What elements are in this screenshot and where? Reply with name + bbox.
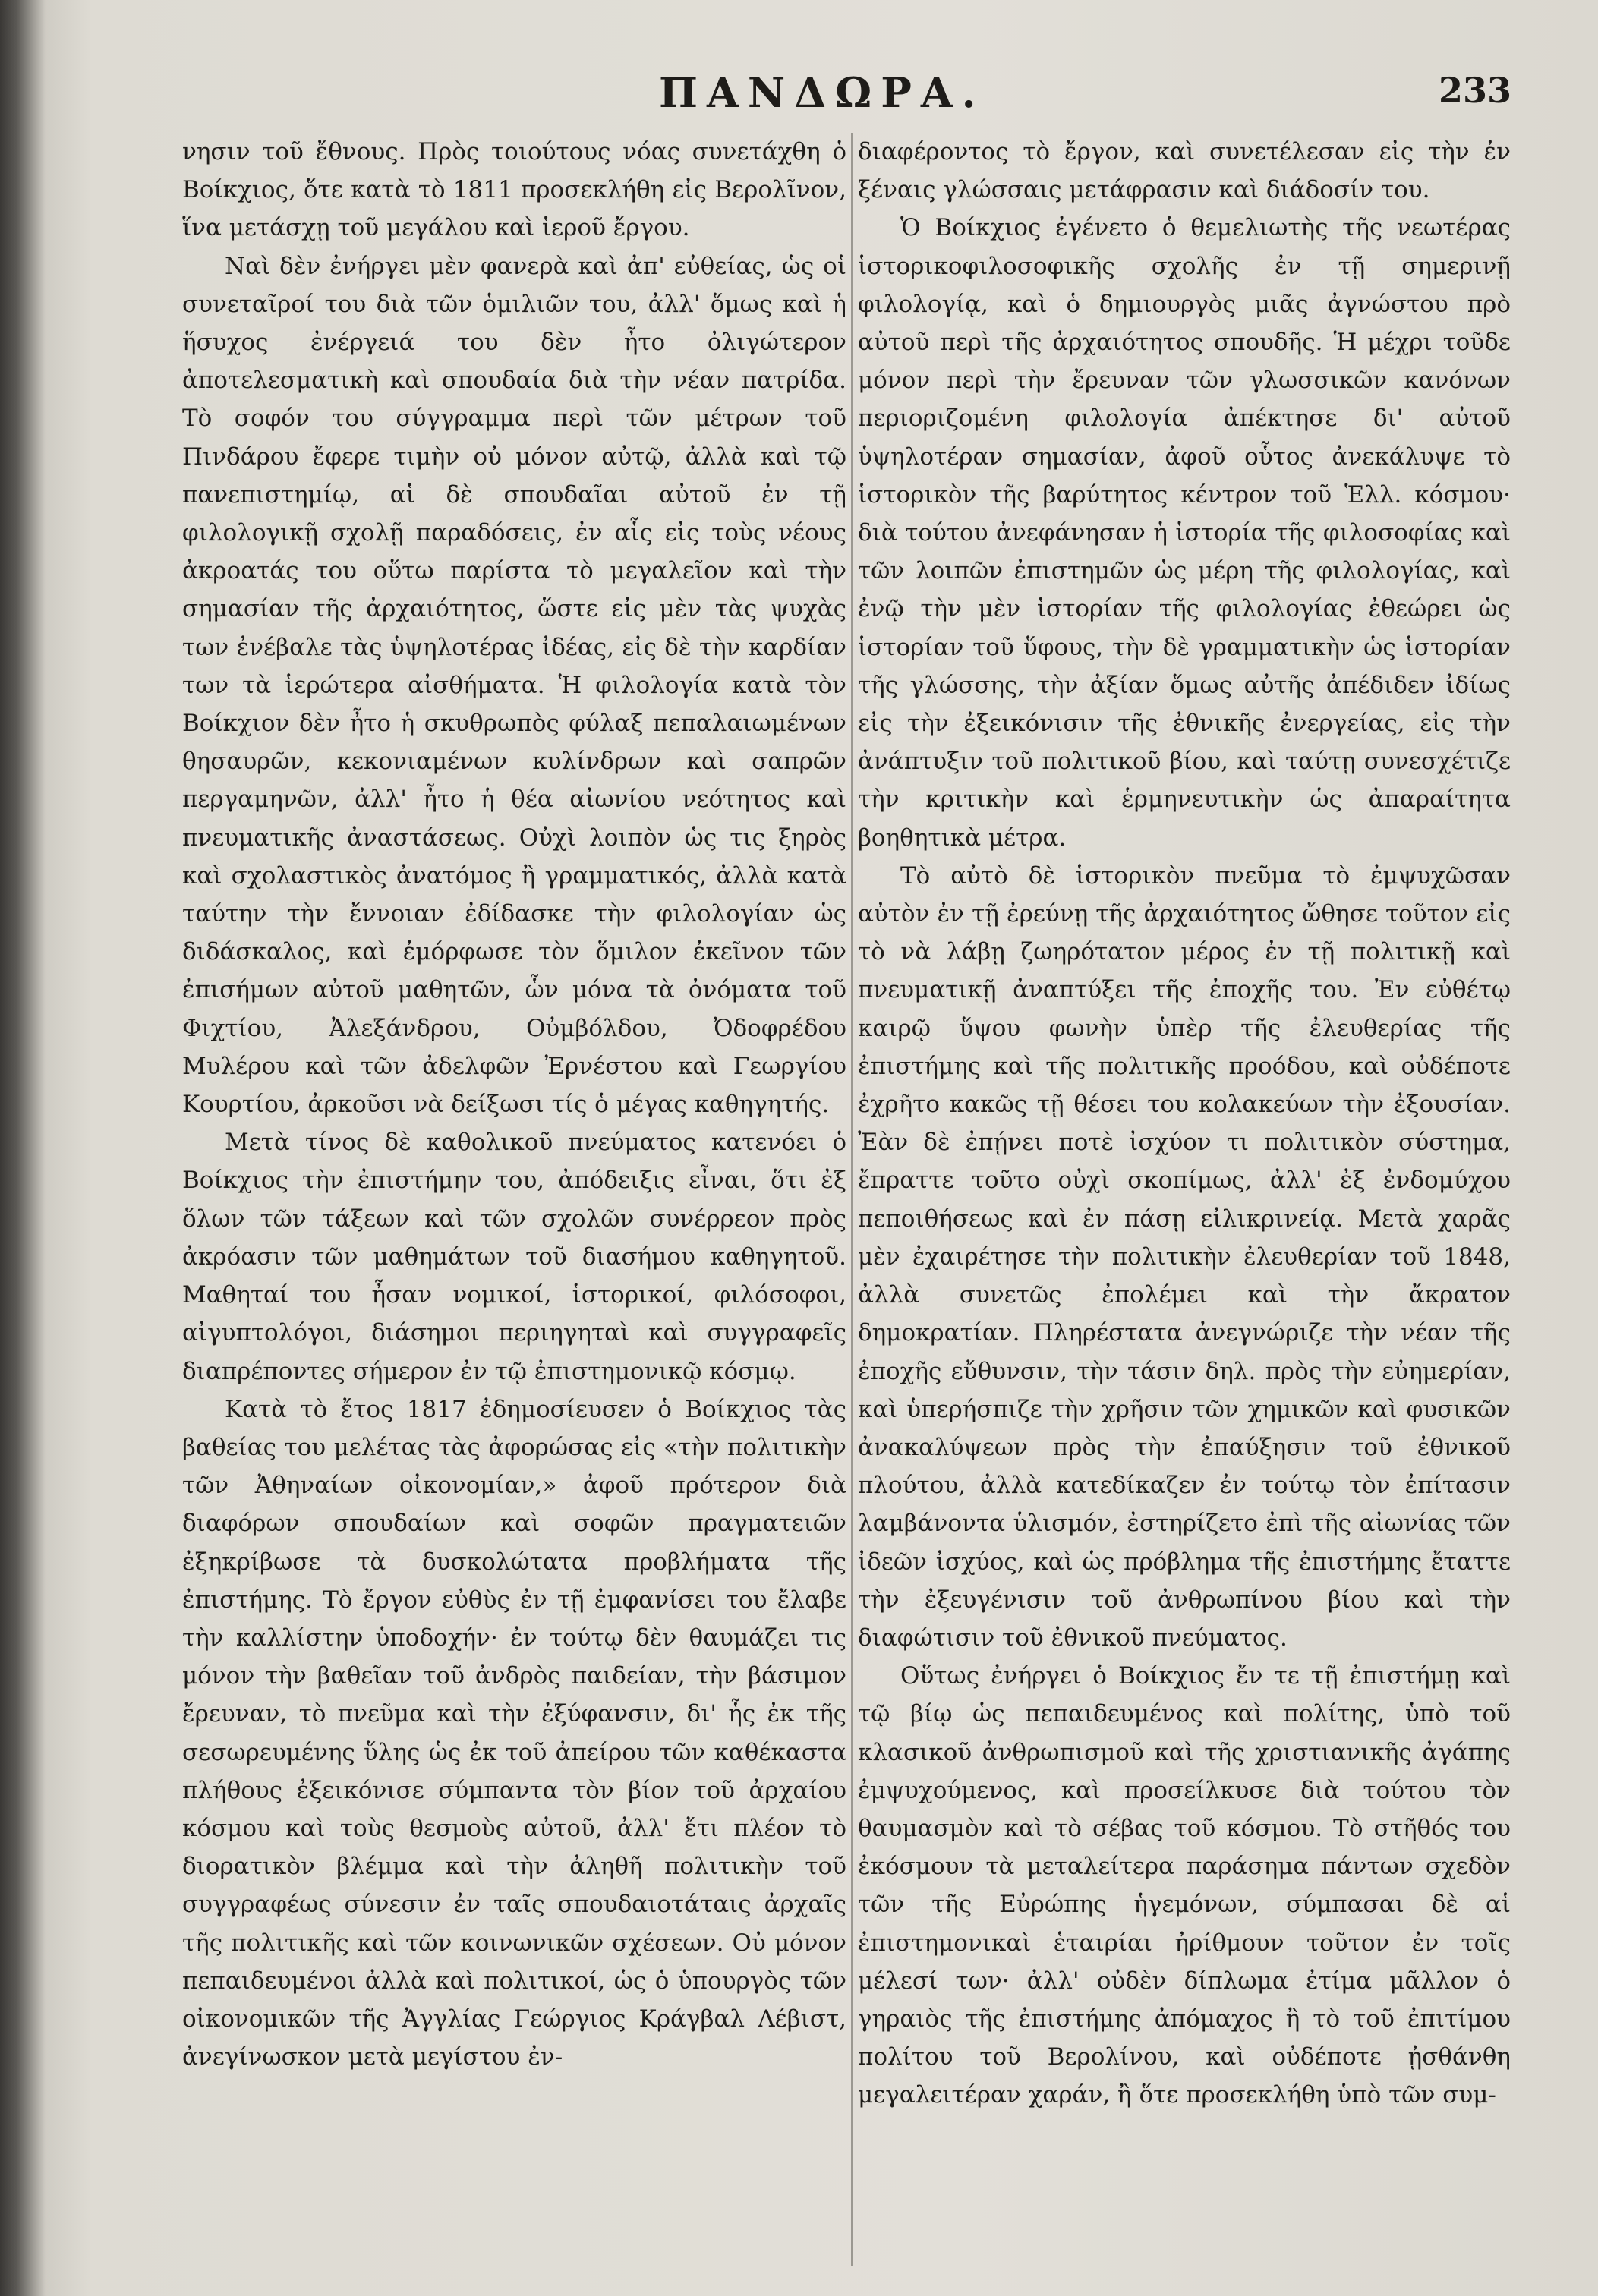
page-number: 233 <box>1439 70 1512 111</box>
paragraph: Τὸ αὐτὸ δὲ ἱστορικὸν πνεῦμα τὸ ἐμψυχῶσαν αὐτὸν ἐν τῇ ἐρεύνῃ τῆς ἀρχαιότητος ὤθησε τοῦτον εἰς τὸ νὰ λάβῃ ζωηρότατον μέρος ἐν τῇ πολιτικῇ καὶ πνευματικῇ ἀναπτύξει τῆς ἐποχῆς του. Ἐν εὐθέτῳ καιρῷ ὕψου φωνὴν ὑπὲρ τῆς ἐλευθερίας τῆς ἐπιστήμης καὶ τῆς πολιτικῆς προόδου, καὶ οὐδέποτε ἐχρῆτο κακῶς τῇ θέσει του κολακεύων τὴν ἐξουσίαν. Ἐὰν δὲ ἐπῄνει ποτὲ ἰσχύον τι πολιτικὸν σύστημα, ἔπραττε τοῦτο οὐχὶ σκοπίμως, ἀλλ' ἐξ ἐνδομύχου πεποιθήσεως καὶ ἐν πάσῃ εἰλικρινείᾳ. Μετὰ χαρᾶς μὲν ἐχαιρέτησε τὴν πολιτικὴν ἐλευθερίαν τοῦ 1848, ἀλλὰ συνετῶς ἐπολέμει καὶ τὴν ἄκρατον δημοκρατίαν. Πληρέστατα ἀνεγνώριζε τὴν νέαν τῆς ἐποχῆς εὔθυνσιν, τὴν τάσιν δηλ. πρὸς τὴν εὐημερίαν, καὶ ὑπερήσπιζε τὴν χρῆσιν τῶν χημικῶν καὶ φυσικῶν ἀνακαλύψεων πρὸς τὴν ἐπαύξησιν τοῦ ἐθνικοῦ πλούτου, ἀλλὰ κατεδίκαζεν ἐν τούτῳ τὸν ἐπίτασιν λαμβάνοντα ὑλισμόν, ἐστηρίζετο ἐπὶ τῆς αἰωνίας τῶν ἰδεῶν ἰσχύος, καὶ ὡς πρόβλημα τῆς ἐπιστήμης ἔταττε τὴν ἐξευγένισιν τοῦ ἀνθρωπίνου βίου καὶ τὴν διαφώτισιν τοῦ ἐθνικοῦ πνεύματος. <box>858 861 1511 1652</box>
paragraph: Ναὶ δὲν ἐνήργει μὲν φανερὰ καὶ ἀπ' εὐθείας, ὡς οἱ συνεταῖροί του διὰ τῶν ὁμιλιῶν του, ἀλλ' ὅμως καὶ ἡ ἥσυχος ἐνέργειά του δὲν ἦτο ὀλιγώτερον ἀποτελεσματικὴ καὶ σπουδαία διὰ τὴν νέαν πατρίδα. Τὸ σοφόν του σύγγραμμα περὶ τῶν μέτρων τοῦ Πινδάρου ἔφερε τιμὴν οὐ μόνον αὐτῷ, ἀλλὰ καὶ τῷ πανεπιστημίῳ, αἱ δὲ σπουδαῖαι αὐτοῦ ἐν τῇ φιλολογικῇ σχολῇ παραδόσεις, ἐν αἷς εἰς τοὺς νέους ἀκροατάς του οὕτω παρίστα τὸ μεγαλεῖον καὶ τὴν σημασίαν τῆς ἀρχαιότητος, ὥστε εἰς μὲν τὰς ψυχὰς των ἐνέβαλε τὰς ὑψηλοτέρας ἰδέας, εἰς δὲ τὴν καρδίαν των τὰ ἱερώτερα αἰσθήματα. Ἡ φιλολογία κατὰ τὸν Βοίκχιον δὲν ἦτο ἡ σκυθρωπὸς φύλαξ πεπαλαιωμένων θησαυρῶν, κεκονιαμένων κυλίνδρων καὶ σαπρῶν περγαμηνῶν, ἀλλ' ἦτο ἡ θέα αἰωνίου νεότητος καὶ πνευματικῆς ἀναστάσεως. Οὐχὶ λοιπὸν ὡς τις ξηρὸς καὶ σχολαστικὸς ἀνατόμος ἢ γραμματικός, ἀλλὰ κατὰ ταύτην τὴν ἔννοιαν ἐδίδασκε τὴν φιλολογίαν ὡς διδάσκαλος, καὶ ἐμόρφωσε τὸν ὅμιλον ἐκεῖνον τῶν ἐπισήμων αὐτοῦ μαθητῶν, ὧν μόνα τὰ ὀνόματα τοῦ Φιχτίου, Ἀλεξάνδρου, Οὐμβόλδου, Ὀδοφρέδου Μυλέρου καὶ τῶν ἀδελφῶν Ἐρνέστου καὶ Γεωργίου Κουρτίου, ἀρκοῦσι νὰ δείξωσι τίς ὁ μέγας καθηγητής. <box>182 252 846 1119</box>
paragraph: Κατὰ τὸ ἔτος 1817 ἐδημοσίευσεν ὁ Βοίκχιος τὰς βαθείας του μελέτας τὰς ἀφορώσας εἰς «τὴν πολιτικὴν τῶν Ἀθηναίων οἰκονομίαν,» ἀφοῦ πρότερον διὰ διαφόρων σπουδαίων καὶ σοφῶν πραγματειῶν ἐξηκρίβωσε τὰ δυσκολώτατα προβλήματα τῆς ἐπιστήμης. Τὸ ἔργον εὐθὺς ἐν τῇ ἐμφανίσει του ἔλαβε τὴν καλλίστην ὑποδοχήν· ἐν τούτῳ δὲν θαυμάζει τις μόνον τὴν βαθεῖαν τοῦ ἀνδρὸς παιδείαν, τὴν βάσιμον ἔρευναν, τὸ πνεῦμα καὶ τὴν ἐξύφανσιν, δι' ἧς ἐκ τῆς σεσωρευμένης ὕλης ὡς ἐκ τοῦ ἀπείρου τῶν καθέκαστα πλήθους ἐξεικόνισε σύμπαντα τὸν βίον τοῦ ἀρχαίου κόσμου καὶ τοὺς θεσμοὺς αὐτοῦ, ἀλλ' ἔτι πλέον τὸ διορατικὸν βλέμμα καὶ τὴν ἀληθῆ πολιτικὴν τοῦ συγγραφέως σύνεσιν ἐν ταῖς σπουδαιοτάταις ἀρχαῖς τῆς πολιτικῆς καὶ τῶν κοινωνικῶν σχέσεων. Οὐ μόνον πεπαιδευμένοι ἀλλὰ καὶ πολιτικοί, ὡς ὁ ὑπουργὸς τῶν οἰκονομικῶν τῆς Ἀγγλίας Γεώργιος Κράγβαλ Λέβιστ, ἀνεγίνωσκον μετὰ μεγίστου ἐν- <box>182 1395 846 2071</box>
page-header <box>0 61 1598 117</box>
paragraph: Μετὰ τίνος δὲ καθολικοῦ πνεύματος κατενόει ὁ Βοίκχιος τὴν ἐπιστήμην του, ἀπόδειξις εἶναι, ὅτι ἐξ ὅλων τῶν τάξεων καὶ τῶν σχολῶν συνέρρεον πρὸς ἀκρόασιν τῶν μαθημάτων τοῦ διασήμου καθηγητοῦ. Μαθηταί του ἦσαν νομικοί, ἱστορικοί, φιλόσοφοι, αἰγυπτολόγοι, διάσημοι περιηγηταὶ καὶ συγγραφεῖς διαπρέποντες σήμερον ἐν τῷ ἐπιστημονικῷ κόσμῳ. <box>182 1129 846 1385</box>
paragraph: διαφέροντος τὸ ἔργον, καὶ συνετέλεσαν εἰς τὴν ἐν ξέναις γλώσσαις μετάφρασιν καὶ διάδοσίν του. <box>858 138 1511 204</box>
paragraph: Οὕτως ἐνήργει ὁ Βοίκχιος ἔν τε τῇ ἐπιστήμῃ καὶ τῷ βίῳ ὡς πεπαιδευμένος καὶ πολίτης, ὑπὸ τοῦ κλασικοῦ ἀνθρωπισμοῦ καὶ τῆς χριστιανικῆς ἀγάπης ἐμψυχούμενος, καὶ προσείλκυσε διὰ τούτου τὸν θαυμασμὸν καὶ τὸ σέβας τοῦ κόσμου. Τὸ στῆθός του ἐκόσμουν τὰ μεταλείτερα παράσημα πάντων σχεδὸν τῶν τῆς Εὐρώπης ἡγεμόνων, σύμπασαι δὲ αἱ ἐπιστημονικαὶ ἑταιρίαι ἠρίθμουν τοῦτον ἐν τοῖς μέλεσί των· ἀλλ' οὐδὲν δίπλωμα ἐτίμα μᾶλλον ὁ γηραιὸς τῆς ἐπιστήμης ἀπόμαχος ἢ τὸ τοῦ ἐπιτίμου πολίτου τοῦ Βερολίνου, καὶ οὐδέποτε ᾐσθάνθη μεγαλειτέραν χαράν, ἢ ὅτε προσεκλήθη ὑπὸ τῶν συμ- <box>858 1662 1511 2109</box>
paragraph: Ὁ Βοίκχιος ἐγένετο ὁ θεμελιωτὴς τῆς νεωτέρας ἱστορικοφιλοσοφικῆς σχολῆς ἐν τῇ σημερινῇ φιλολογίᾳ, καὶ ὁ δημιουργὸς μιᾶς ἀγνώστου πρὸ αὐτοῦ περὶ τῆς ἀρχαιότητος σπουδῆς. Ἡ μέχρι τοῦδε μόνον περὶ τὴν ἔρευναν τῶν γλωσσικῶν κανόνων περιοριζομένη φιλολογία ἀπέκτησε δι' αὐτοῦ ὑψηλοτέραν σημασίαν, ἀφοῦ οὗτος ἀνεκάλυψε τὸ ἱστορικὸν τῆς βαρύτητος κέντρον τοῦ Ἑλλ. κόσμου· διὰ τούτου ἀνεφάνησαν ἡ ἱστορία τῆς φιλοσοφίας καὶ τῶν λοιπῶν ἐπιστημῶν ὡς μέρη τῆς φιλολογίας, καὶ ἐνῷ τὴν μὲν ἱστορίαν τῆς φιλολογίας ἐθεώρει ὡς ἱστορίαν τοῦ ὕφους, τὴν δὲ γραμματικὴν ὡς ἱστορίαν τῆς γλώσσης, τὴν ἀξίαν ὅμως αὐτῆς ἀπέδιδεν ἰδίως εἰς τὴν ἐξεικόνισιν τῆς ἐθνικῆς ἐνεργείας, εἰς τὴν ἀνάπτυξιν τοῦ πολιτικοῦ βίου, καὶ ταύτῃ συνεσχέτιζε τὴν κριτικὴν καὶ ἑρμηνευτικὴν ὡς ἀπαραίτητα βοηθητικὰ μέτρα. <box>858 214 1511 852</box>
right-column <box>858 133 1511 2273</box>
running-title: ΠΑΝΔΩΡΑ. <box>659 68 985 117</box>
paragraph: νησιν τοῦ ἔθνους. Πρὸς τοιούτους νόας συνετάχθη ὁ Βοίκχιος, ὅτε κατὰ τὸ 1811 προσεκλήθη εἰς Βερολῖνον, ἵνα μετάσχῃ τοῦ μεγάλου καὶ ἱεροῦ ἔργου. <box>182 138 846 242</box>
left-column <box>182 133 846 2273</box>
column-divider <box>851 133 853 2266</box>
